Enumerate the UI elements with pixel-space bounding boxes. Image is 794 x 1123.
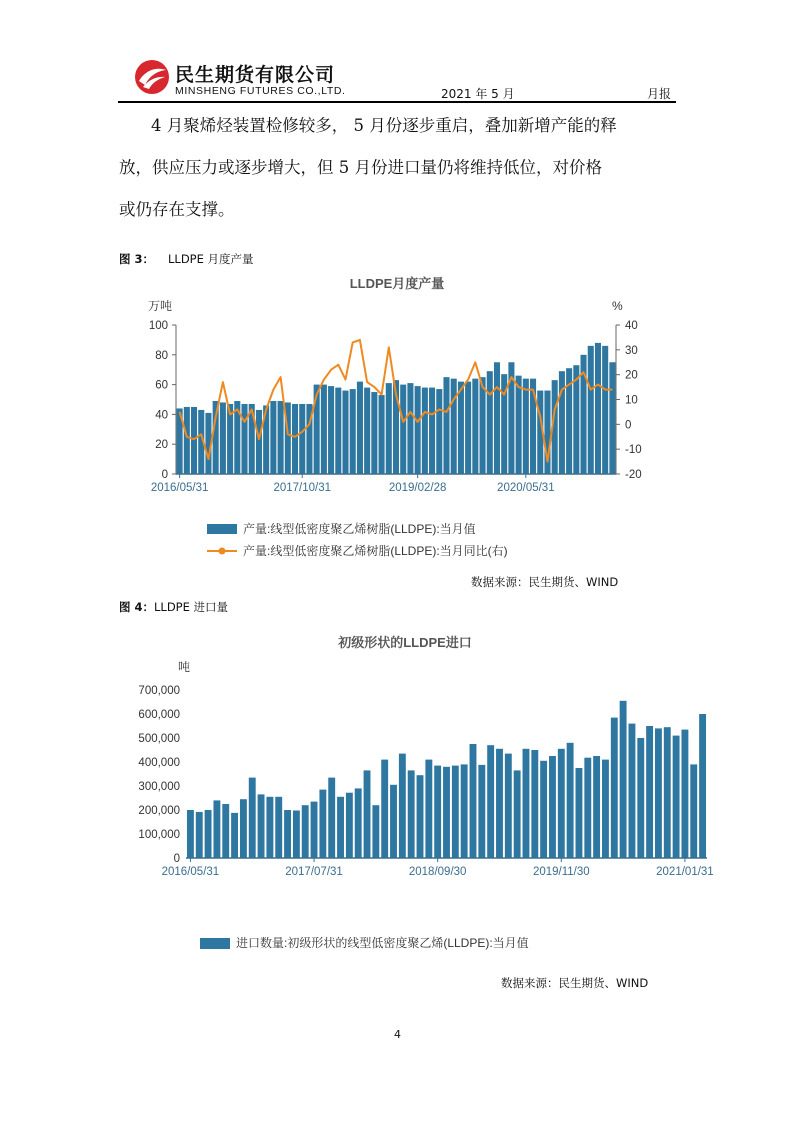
- chart2-ytick-label: 700,000: [138, 685, 180, 697]
- chart1-bar: [458, 382, 464, 474]
- chart1-bar: [321, 385, 327, 474]
- chart1-bar: [472, 379, 478, 474]
- chart1-bar: [602, 346, 608, 474]
- chart1-y2tick-label: 40: [625, 320, 638, 332]
- figure3-source: 数据来源：民生期货、WIND: [471, 575, 619, 589]
- chart1-ytick-label: 20: [155, 439, 168, 452]
- chart1-bar: [400, 385, 406, 474]
- figure4-caption-text: LLDPE 进口量: [154, 600, 229, 614]
- chart2-ytick-label: 600,000: [138, 709, 180, 721]
- chart1-y2tick-label: -10: [625, 444, 642, 457]
- chart1-bar: [379, 395, 385, 474]
- chart1-bar: [241, 404, 247, 474]
- chart2-ytick-label: 0: [173, 853, 180, 865]
- chart1-ytick-label: 40: [155, 409, 168, 422]
- report-type: 月报: [647, 87, 672, 101]
- chart1-ytick-label: 0: [161, 469, 168, 481]
- figure3-caption-text: LLDPE 月度产量: [168, 252, 254, 266]
- chart2-ytick-label: 400,000: [138, 757, 180, 769]
- chart2-ylabel: 吨: [178, 660, 191, 674]
- chart1-legend-bar-swatch: [207, 524, 237, 534]
- figure4-caption: [119, 599, 228, 615]
- chart1-y2tick-label: 10: [625, 394, 638, 407]
- company-name-en: MINSHENG FUTURES CO.,LTD.: [175, 85, 346, 97]
- chart1-bar: [278, 401, 284, 474]
- chart1-xtick-label: 2019/02/28: [388, 482, 447, 494]
- chart1-bar: [422, 388, 428, 474]
- chart1-legend-line-marker: [219, 548, 226, 555]
- chart1-bar: [415, 386, 421, 474]
- figure3-caption-label: 图 3：: [119, 252, 155, 266]
- figure4-source: 数据来源：民生期货、WIND: [501, 976, 649, 990]
- chart1-bar: [213, 401, 219, 474]
- paragraph-line-2: 放，供应压力或逐步增大，但 5 月份进口量仍将维持低位，对价格: [119, 158, 602, 177]
- chart1-ytick-label: 60: [155, 379, 168, 392]
- chart2-xtick-label: 2016/05/31: [161, 866, 220, 878]
- chart2-xtick-label: 2021/01/31: [656, 866, 714, 878]
- paragraph-line-3: 或仍存在支撑。: [119, 200, 235, 219]
- chart2-ytick-label: 100,000: [138, 829, 180, 841]
- chart1-bar: [350, 389, 356, 474]
- chart2-xtick-label: 2019/11/30: [532, 866, 590, 878]
- chart1-y2label: %: [612, 299, 623, 313]
- page-number: 4: [394, 1028, 401, 1041]
- chart1-bar: [429, 388, 435, 474]
- chart1-bar: [465, 382, 471, 474]
- chart1-bar: [559, 371, 565, 474]
- chart1-bar: [451, 379, 457, 474]
- chart1-bar: [436, 389, 442, 474]
- chart1-y2tick-label: 0: [625, 419, 632, 432]
- chart1-bar: [270, 401, 276, 474]
- chart1-ytick-label: 80: [155, 349, 168, 362]
- chart1-legend-bar-label: 产量:线型低密度聚乙烯树脂(LLDPE):当月值: [243, 522, 476, 536]
- chart1-bar: [595, 343, 601, 474]
- chart1-bar: [386, 383, 392, 474]
- report-date: 2021 年 5 月: [441, 87, 515, 101]
- chart1-bar: [364, 388, 370, 474]
- chart1-y2tick-label: 30: [625, 344, 638, 357]
- chart1-bar: [335, 388, 341, 474]
- chart1-xtick-label: 2016/05/31: [150, 482, 209, 494]
- chart2-ytick-label: 500,000: [138, 733, 180, 745]
- chart1-bar: [516, 376, 522, 474]
- chart1-title: LLDPE月度产量: [349, 276, 445, 291]
- chart1-bar: [609, 362, 615, 474]
- chart2-legend-bar-label: 进口数量:初级形状的线型低密度聚乙烯(LLDPE):当月值: [236, 936, 529, 950]
- chart2-ytick-label: 200,000: [138, 805, 180, 817]
- chart1-bar: [191, 407, 197, 474]
- chart1-bar: [299, 404, 305, 474]
- chart1-xtick-label: 2020/05/31: [497, 482, 555, 494]
- chart1-bar: [407, 383, 413, 474]
- chart1-bar: [184, 407, 190, 474]
- chart1-bar: [220, 402, 226, 474]
- chart1-bar: [371, 392, 377, 474]
- chart1-bar: [292, 404, 298, 474]
- figure4-caption-label: 图 4：: [119, 600, 155, 614]
- chart1-legend-line-label: 产量:线型低密度聚乙烯树脂(LLDPE):当月同比(右): [243, 544, 508, 558]
- chart1-bar: [480, 377, 486, 474]
- chart1-bar: [494, 362, 500, 474]
- chart2-title: 初级形状的LLDPE进口: [338, 635, 472, 650]
- chart2-xtick-label: 2017/07/31: [285, 866, 343, 878]
- chart1-bar: [342, 391, 348, 474]
- chart1-bar: [357, 382, 363, 474]
- chart1-ytick-label: 100: [148, 320, 168, 332]
- chart2-xtick-label: 2018/09/30: [408, 866, 467, 878]
- chart1-bar: [588, 346, 594, 474]
- company-name-cn: 民生期货有限公司: [175, 64, 336, 86]
- chart1-bar: [328, 386, 334, 474]
- chart1-bar: [523, 379, 529, 474]
- chart1-bar: [443, 377, 449, 474]
- chart1-xtick-label: 2017/10/31: [273, 482, 332, 494]
- chart1-y2tick-label: -20: [625, 469, 642, 481]
- paragraph-line-1: 4 月聚烯烃装置检修较多， 5 月份逐步重启，叠加新增产能的释: [151, 116, 617, 135]
- chart1-bar: [487, 371, 493, 474]
- chart1-ylabel: 万吨: [148, 299, 173, 313]
- chart2-ytick-label: 300,000: [138, 781, 180, 793]
- chart1-y2tick-label: 20: [625, 369, 638, 382]
- chart1-bar: [256, 410, 262, 474]
